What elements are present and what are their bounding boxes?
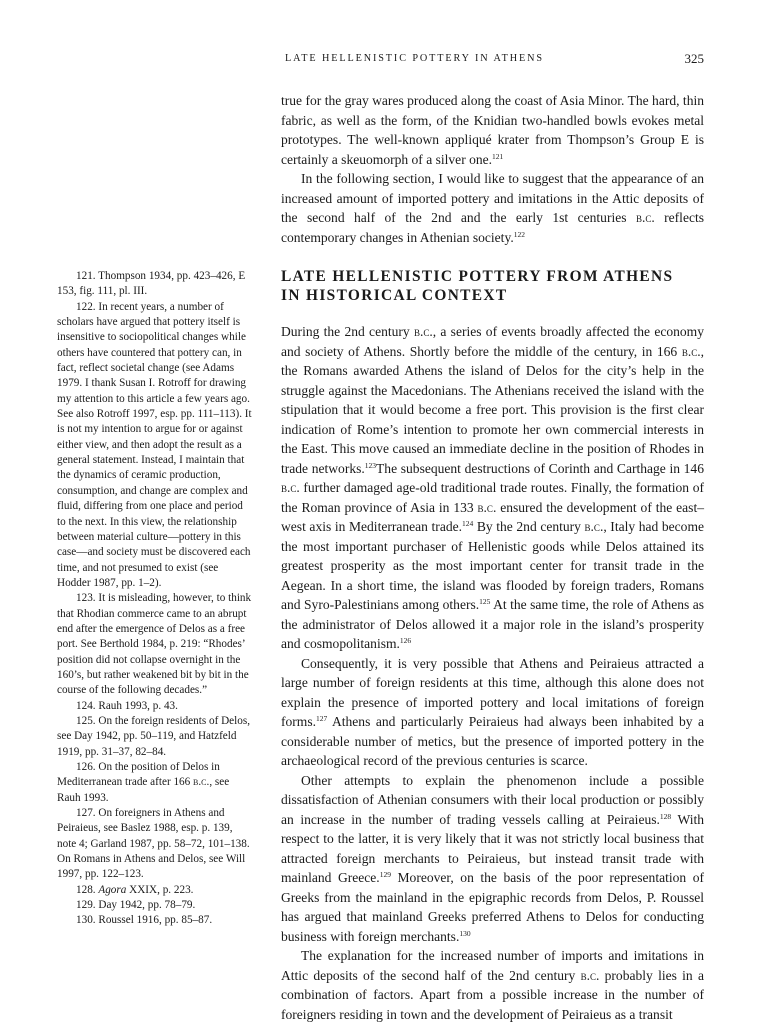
text-run: With respect to the latter, it is very likely that it was not strictly local business that attracted foreign merchants to Peiraieus, but instead transit trade with mainland Greece.: [281, 811, 704, 885]
paragraph: [281, 322, 704, 654]
page-number: 325: [684, 51, 704, 66]
footnote-ref[interactable]: 123: [364, 460, 377, 470]
era-abbreviation: b.c.: [281, 480, 300, 495]
paragraph: [281, 169, 704, 247]
continued-text: [281, 91, 704, 247]
footnote-ref[interactable]: 121: [492, 151, 504, 161]
footnote-ref[interactable]: 125: [479, 597, 491, 606]
heading-line-2: IN HISTORICAL CONTEXT: [281, 287, 508, 304]
footnote-ref[interactable]: 122: [513, 229, 525, 239]
paragraph: [281, 654, 704, 771]
footnote-123: 123. It is misleading, however, to think that Rhodian commerce came to an abrupt end after the emergence of Delos as a free port. See Berthold 1984, p. 219: “Rhodes’ position did not collapse overnight in the 160’s, but rather weakened bit by bit in the course of the following decades.”: [57, 592, 252, 697]
footnote-text: XXIX, p. 223.: [126, 883, 194, 896]
footnote-121: 121. Thompson 1934, pp. 423–426, E 153, fig. 111, pl. III.: [57, 270, 246, 298]
paragraph: [281, 91, 704, 169]
era-abbreviation: b.c.: [193, 776, 210, 789]
text-run: The subsequent destructions of Corinth and Carthage in 146 b.c. further damaged age-old traditional trade routes. Finally, the formation of the Roman province of Asia in 133 b.c. ensured the development of the east–west axis in Mediterranean trade.: [281, 460, 704, 534]
text-run: true for the gray wares produced along the coast of Asia Minor. The hard, thin fabric, as well as the form, of the Knidian two-handled bowls evokes metal prototypes. The well-known appliqué krater from Thompson’s Group E is certainly a skeuomorph of a silver one.: [281, 93, 704, 167]
footnote-129: 129. Day 1942, pp. 78–79.: [76, 899, 196, 912]
footnote-ref[interactable]: 124: [462, 519, 474, 528]
text-run: Other attempts to explain the phenomenon include a possible dissatisfaction of Athenian consumers with their local production or possibly an increase in the number of trading vessels calling at Peiraieus.: [281, 772, 704, 827]
running-title: LATE HELLENISTIC POTTERY IN ATHENS: [285, 53, 544, 64]
footnote-ref[interactable]: 127: [316, 714, 328, 723]
agora-title: Agora: [98, 883, 127, 896]
footnotes-column: [57, 269, 254, 929]
text-run: At the same time, the role of Athens as the administrator of Delos allowed it a major role in the island’s prosperity and cosmopolitanism.: [281, 597, 704, 651]
heading-line-1: LATE HELLENISTIC POTTERY FROM ATHENS: [281, 268, 674, 285]
footnote-128: [57, 883, 254, 898]
footnote-127: 127. On foreigners in Athens and Peiraieus, see Baslez 1988, esp. p. 139, note 4; Garland 1987, pp. 58–72, 101–138. On Romans in Athens and Delos, see Will 1997, pp. 122–123.: [57, 807, 250, 881]
era-abbreviation: b.c.: [413, 324, 433, 339]
footnote-125: 125. On the foreign residents of Delos, see Day 1942, pp. 50–119, and Hatzfeld 1919, pp. 31–37, 82–84.: [57, 714, 250, 758]
text-run: During the 2nd century b.c., a series of events broadly affected the economy and society of Athens. Shortly before the middle of the century, in 166 b.c., the Romans awarded Athens the island of Delos for the city’s help in the struggle against the Macedonians. The Athenians received the island with the stipulation that it would become a free port. This provision is the first clear indication of Rome’s intention to promote her own commercial interests in the East. This move caused an immediate decline in the position of Rhodes in trade networks.: [281, 324, 704, 476]
paragraph: The explanation for the increased number of imports and imitations in Attic deposits of the second half of the 2nd century b.c. probably lies in a combination of factors. Apart from a possible increase in the number of foreigners residing in town and the development of Peiraieus as a transit: [281, 948, 704, 1022]
text-run: Athens and particularly Peiraieus had always been inhabited by a considerable number of metics, but the presence of imported pottery in the archaeological record of the previous centuries is scarce.: [281, 714, 704, 768]
section-heading: [281, 267, 711, 305]
footnote-124: 124. Rauh 1993, p. 43.: [76, 699, 178, 712]
text-run: Consequently, it is very possible that Athens and Peiraieus attracted a large number of foreign residents at this time, although this alone does not explain the presence of imported pottery and local imitations of foreign forms.: [281, 655, 704, 729]
footnote-130: 130. Roussel 1916, pp. 85–87.: [76, 914, 213, 927]
era-abbreviation: b.c.: [580, 967, 600, 983]
footnote-number: 128.: [76, 883, 96, 896]
paragraph: [281, 771, 704, 947]
footnote-126: 126. On the position of Delos in Mediterranean trade after 166 b.c., see Rauh 1993.: [57, 761, 230, 804]
footnote-ref[interactable]: 128: [659, 811, 672, 821]
era-abbreviation: b.c.: [681, 343, 701, 359]
footnote-ref[interactable]: 126: [399, 636, 412, 645]
text-run: Moreover, on the basis of the poor representation of Greeks from the mainland in the epigraphic records from Delos, P. Roussel has argued that mainland Greeks preferred Athens to Delos for conducting business with foreign merchants.: [281, 870, 704, 944]
text-run: By the 2nd century b.c., Italy had become the most important purchaser of Hellenistic goods while Delos attained its greatest prosperity as the most important center for transit trade in the Aegean. In a short time, the island was flooded by foreign traders, Romans and Syro-Palestinians among others.: [281, 519, 705, 612]
footnote-122: 122. In recent years, a number of scholars have argued that pottery itself is insensitive to sociopolitical changes while others have countered that pottery can, in fact, reflect societal change (see Adams 1979. I thank Susan I. Rotroff for drawing my attention to this article a few years ago. See also Rotroff 1997, esp. pp. 111–113). It is not my intention to argue for or against either view, and then adopt the result as a general statement. Instead, I maintain that the dynamics of ceramic production, consumption, and change are complex and fluid, differing from one place and period to the next. In this view, the relationship between material culture—pottery in this case—and society must be discovered each time, and not presumed to exist (see Hodder 1987, pp. 1–2).: [57, 300, 252, 589]
era-abbreviation: b.c.: [477, 499, 497, 515]
footnote-ref[interactable]: 130: [459, 928, 471, 938]
era-abbreviation: b.c.: [635, 210, 655, 225]
text-run: In the following section, I would like to suggest that the appearance of an increased amount of imported pottery and imitations in the Attic deposits of the second half of the 2nd and the early 1st centuries b.c. reflects contemporary changes in Athenian society.: [281, 171, 705, 245]
era-abbreviation: b.c.: [584, 519, 604, 534]
section-body: [281, 322, 704, 1024]
footnote-ref[interactable]: 129: [379, 870, 391, 879]
